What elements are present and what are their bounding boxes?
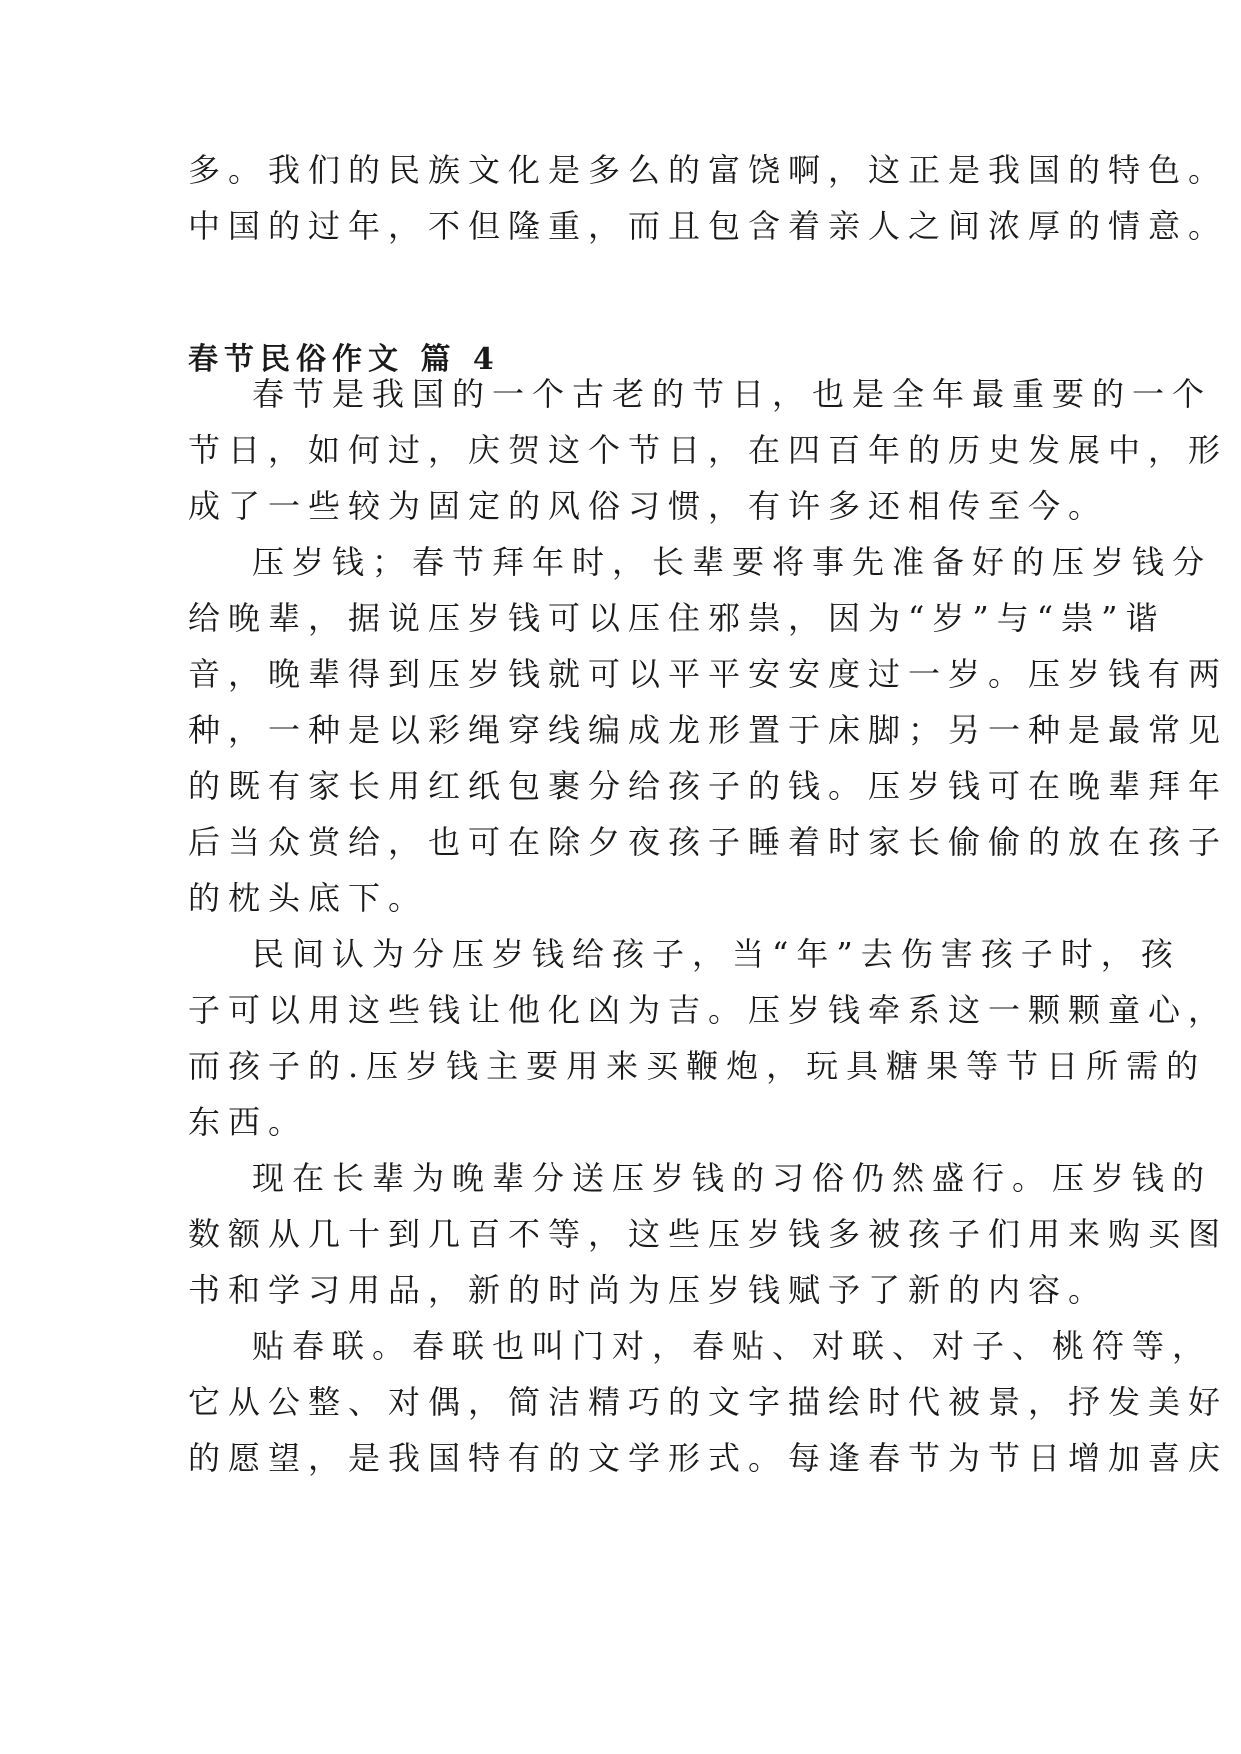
paragraph-line: 后当众赏给，也可在除夕夜孩子睡着时家长偷偷的放在孩子 bbox=[188, 823, 1229, 861]
paragraph-line: 给晚辈，据说压岁钱可以压住邪祟，因为“岁”与“祟”谐 bbox=[188, 599, 1166, 637]
intro-line-1: 多。我们的民族文化是多么的富饶啊，这正是我国的特色。 bbox=[188, 151, 1229, 189]
paragraph-line: 的枕头底下。 bbox=[188, 879, 429, 917]
paragraph-line: 音，晚辈得到压岁钱就可以平平安安度过一岁。压岁钱有两 bbox=[188, 655, 1229, 693]
paragraph-line: 它从公整、对偶，简洁精巧的文字描绘时代被景，抒发美好 bbox=[188, 1383, 1229, 1421]
paragraph-line: 书和学习用品，新的时尚为压岁钱赋予了新的内容。 bbox=[188, 1271, 1109, 1309]
paragraph-line: 贴春联。春联也叫门对，春贴、对联、对子、桃符等， bbox=[252, 1327, 1213, 1365]
section-heading: 春节民俗作文 篇 4 bbox=[188, 342, 500, 377]
paragraph-line: 数额从几十到几百不等，这些压岁钱多被孩子们用来购买图 bbox=[188, 1215, 1229, 1253]
paragraph-line: 的愿望，是我国特有的文学形式。每逢春节为节日增加喜庆 bbox=[188, 1439, 1229, 1477]
intro-line-2: 中国的过年，不但隆重，而且包含着亲人之间浓厚的情意。 bbox=[188, 207, 1229, 245]
paragraph-line: 成了一些较为固定的风俗习惯，有许多还相传至今。 bbox=[188, 487, 1109, 525]
paragraph-line: 春节是我国的一个古老的节日，也是全年最重要的一个 bbox=[252, 375, 1213, 413]
paragraph-line: 民间认为分压岁钱给孩子，当“年”去伤害孩子时，孩 bbox=[252, 935, 1181, 973]
paragraph-line: 现在长辈为晚辈分送压岁钱的习俗仍然盛行。压岁钱的 bbox=[252, 1159, 1213, 1197]
paragraph-line: 的既有家长用红纸包裹分给孩子的钱。压岁钱可在晚辈拜年 bbox=[188, 767, 1229, 805]
paragraph-line: 东西。 bbox=[188, 1103, 309, 1141]
paragraph-line: 而孩子的.压岁钱主要用来买鞭炮，玩具糖果等节日所需的 bbox=[188, 1047, 1207, 1085]
paragraph-line: 子可以用这些钱让他化凶为吉。压岁钱牵系这一颗颗童心， bbox=[188, 991, 1229, 1029]
paragraph-line: 种，一种是以彩绳穿线编成龙形置于床脚；另一种是最常见 bbox=[188, 711, 1229, 749]
paragraph-line: 压岁钱；春节拜年时，长辈要将事先准备好的压岁钱分 bbox=[252, 543, 1213, 581]
paragraph-line: 节日，如何过，庆贺这个节日，在四百年的历史发展中，形 bbox=[188, 431, 1229, 469]
